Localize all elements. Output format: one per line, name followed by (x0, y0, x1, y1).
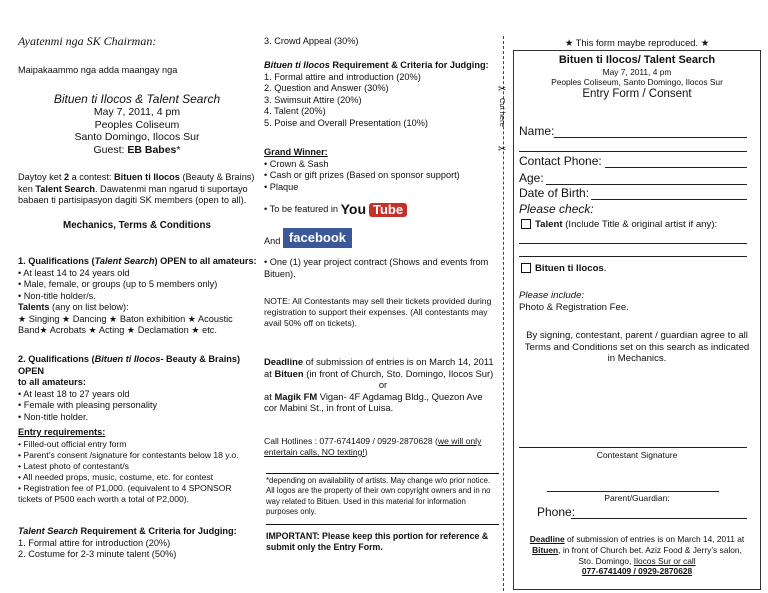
q1-text: 1. Qualifications ( (18, 256, 95, 266)
form-date: May 7, 2011, 4 pm (602, 67, 672, 77)
include-block (519, 290, 629, 314)
bituen-option[interactable] (521, 263, 606, 274)
grand-item: • Plaque (264, 181, 299, 192)
dob-label: Date of Birth: (519, 186, 590, 200)
q1-item: • Male, female, or groups (up to 5 members only) (18, 279, 218, 289)
q2-heading (18, 354, 258, 377)
event-venue: Peoples Coliseum (94, 118, 180, 131)
talents-label: Talents (18, 302, 50, 312)
and-label: And (264, 236, 281, 246)
entry-requirements (18, 427, 263, 505)
intro-line-1 (18, 172, 258, 184)
deadline-line (264, 391, 502, 403)
event-date: May 7, 2011, 4 pm (93, 106, 181, 118)
bt-contest: Bituen ti Ilocos (264, 60, 330, 70)
q1-text: ) OPEN to all amateurs: (154, 256, 257, 266)
deadline-text: of submission of entries is on March 14, 2011 (303, 356, 494, 367)
form-subtitle: Entry Form / Consent (582, 88, 692, 100)
talent-field-line2[interactable] (519, 256, 747, 257)
cut-here-label: Cut here (498, 98, 507, 127)
guest-name: EB Babes (127, 143, 177, 156)
event-block (18, 92, 256, 156)
contract-block (264, 257, 502, 280)
important-divider (266, 524, 499, 525)
youtube-logo-you: You (340, 201, 367, 217)
talents-list: ★ Singing ★ Dancing ★ Baton exhibition ★ Acoustic (18, 313, 233, 324)
guest-line (18, 144, 256, 157)
note-block (264, 296, 502, 329)
form-deadline-line (515, 534, 759, 545)
talents-note: (any on list below): (49, 302, 129, 312)
ts-heading-text: Requirement & Criteria for Judging: (77, 526, 237, 536)
hotlines-block (264, 436, 502, 458)
bituen-checkbox[interactable] (521, 263, 531, 273)
entry-item: • Latest photo of contestant/s (18, 460, 129, 471)
form-deadline-line (515, 556, 759, 567)
intro-text: (Beauty & Brains) (179, 172, 255, 182)
letter-heading: Ayatenmi nga SK Chairman: (18, 34, 157, 48)
q2-item: • At least 18 to 27 years old (18, 388, 130, 399)
form-deadline-text: of submission of entries is on March 14, 2011 at (564, 534, 745, 544)
bituen-criteria (264, 60, 500, 129)
parent-signature-field[interactable] (547, 491, 719, 492)
intro-line-2 (18, 184, 258, 196)
deadline-line (264, 368, 502, 380)
hotlines-text: Call Hotlines : 077-6741409 / 0929-2870628 ( (264, 436, 438, 446)
event-place: Santo Domingo, Ilocos Sur (74, 131, 200, 143)
form-deadline-line (515, 545, 759, 556)
deadline-venue: Bituen (274, 367, 304, 379)
name-label: Name: (519, 124, 555, 138)
parent-label: Parent/Guardian: (604, 493, 670, 503)
entry-item: • Parent’s consent /signature for contestants below 18 y.o. (18, 449, 239, 460)
note-text: avail 50% off on tickets). (264, 318, 357, 328)
qualifications-talent (18, 256, 258, 337)
intro-line-3: babaen ti partisipasyon dagiti SK members (open to all). (18, 195, 247, 205)
grand-item: • Crown & Sash (264, 158, 329, 169)
intro-count: 2 (63, 172, 70, 182)
crowd-appeal: 3. Crowd Appeal (30%) (264, 36, 359, 46)
bt-item: 3. Swimsuit Attire (20%) (264, 94, 362, 105)
hotlines-text: ) (364, 447, 368, 457)
deadline-line (264, 356, 502, 368)
entry-item: • Registration fee of P1,000. (equivalent to 4 SPONSOR (18, 482, 232, 493)
youtube-logo (340, 201, 408, 217)
featured-text: • To be featured in (264, 204, 339, 215)
important-block (266, 531, 502, 554)
include-label: Please include: (519, 290, 585, 301)
q1-item: • At least 14 to 24 years old (18, 267, 130, 278)
qualifications-bituen (18, 354, 258, 423)
mechanics-heading: Mechanics, Terms & Conditions (63, 220, 211, 231)
form-venue: Peoples Coliseum, Santo Domingo, Ilocos Sur (551, 77, 723, 87)
deadline-venue: Magik FM (274, 390, 318, 402)
intro-contest-name: Bituen ti Ilocos (114, 172, 180, 182)
phone-label: Contact Phone: (519, 154, 602, 168)
talents-line (18, 302, 258, 314)
greeting: Maipakaammo nga adda maangay nga (18, 65, 178, 75)
intro-contest-name: Talent Search (35, 183, 95, 194)
entry-item: • Filled-out official entry form (18, 438, 127, 449)
age-field[interactable] (546, 184, 747, 185)
form-deadline-label: Deadline (529, 534, 565, 544)
note-text: NOTE: All Contestants may sell their tickets provided during (264, 296, 492, 306)
intro-text: ken (18, 183, 36, 194)
q2-text: - Beauty & Brains) OPEN (18, 354, 241, 376)
grand-heading: Grand Winner: (264, 147, 328, 157)
talent-option-note: (Include Title & original artist if any): (562, 219, 718, 230)
hotlines-warning: we will only (437, 436, 482, 446)
footnote-text: *depending on availability of artists. May change w/o prior notice. (266, 476, 491, 485)
bt-item: 1. Formal attire and introduction (20%) (264, 71, 421, 82)
footnote-block (266, 476, 502, 518)
bituen-option-label: Bituen ti Ilocos (535, 263, 604, 274)
q2-item: • Female with pleasing personality (18, 400, 158, 410)
entry-item: • All needed props, music, costume, etc. for contest (18, 471, 214, 482)
facebook-line (264, 228, 352, 248)
facebook-logo: facebook (283, 228, 352, 248)
contract-text: Bituen). (264, 268, 296, 279)
deadline-line: cor Mabini St., in front of Luisa. (264, 402, 394, 413)
talent-option[interactable] (521, 219, 717, 230)
form-deadline-text: Sto. Domingo, (578, 555, 634, 566)
form-phone-numbers: 077-6741409 / 0929-2870628 (581, 566, 693, 577)
name-field[interactable] (554, 137, 747, 138)
talent-field[interactable] (519, 243, 747, 244)
important-text: submit only the Entry Form. (266, 542, 383, 553)
include-item: Photo & Registration Fee. (519, 302, 629, 313)
hotlines-line (264, 447, 502, 458)
ts-item: 1. Formal attire for introduction (20%) (18, 537, 171, 548)
contestant-signature-field[interactable] (519, 447, 747, 448)
deadline-text: at (264, 367, 275, 379)
form-deadline-venue: Bituen (532, 544, 559, 555)
grand-winner (264, 147, 500, 193)
age-label: Age: (519, 171, 544, 185)
event-title: Bituen ti Ilocos & Talent Search (53, 92, 221, 106)
bituen-option-dot: . (603, 263, 607, 274)
intro-text: a contest: (69, 172, 115, 182)
form-title: Bituen ti Ilocos/ Talent Search (558, 54, 716, 66)
bt-item: 5. Poise and Overall Presentation (10%) (264, 117, 428, 128)
dob-field[interactable] (591, 199, 747, 200)
intro-text: . Dawatenmi man ngarud ti suportayo (94, 183, 248, 194)
hotlines-warning: entertain calls, NO texting! (264, 447, 365, 457)
form-deadline-text: , in front of Church bet. Aziz Food & Jerry’s salon, (558, 544, 742, 555)
intro-paragraph (18, 172, 258, 207)
footnote-text: All logos are the property of their own copyright owners and in no (266, 486, 491, 496)
form-deadline-text: Ilocos Sur or call (633, 555, 696, 566)
youtube-logo-tube: Tube (369, 203, 407, 217)
check-label: Please check: (519, 202, 594, 216)
deadline-or: or (378, 379, 388, 390)
entry-heading: Entry requirements: (18, 427, 106, 437)
ts-heading (18, 526, 263, 538)
form-deadline (515, 534, 759, 577)
deadline-text: Vigan- 4F Agdamag Bldg., Quezon Ave (317, 390, 483, 402)
reproduce-note: ★ This form maybe reproduced. ★ (564, 37, 710, 48)
q1-contest: Talent Search (94, 256, 155, 266)
consent-text: in Mechanics. (607, 353, 667, 364)
contract-text: • One (1) year project contract (Shows and events from (264, 257, 489, 267)
q2-contest: Bituen ti Ilocos (94, 354, 161, 364)
phone-field[interactable] (605, 167, 747, 168)
q2-item: • Non-title holder. (18, 411, 89, 422)
deadline-text: (in front of Church, Sto. Domingo, Ilocos Sur) (303, 367, 494, 379)
hotlines-line (264, 436, 502, 447)
q1-heading (18, 256, 258, 268)
entry-item: tickets of P500 each worth a total of P2,000). (18, 493, 190, 504)
q1-item: • Non-title holder/s. (18, 290, 96, 301)
q2-heading-cont: to all amateurs: (18, 377, 86, 387)
contestant-signature-label: Contestant Signature (596, 450, 678, 460)
form-header (513, 54, 761, 101)
consent-text: Terms and Conditions set on this search as indicated (524, 341, 750, 353)
consent-text: By signing, contestant, parent / guardian agree to all (526, 330, 748, 341)
consent-block (513, 330, 761, 365)
guest-mark: * (176, 143, 181, 156)
phone2-label: Phone: (537, 505, 576, 519)
important-text: IMPORTANT: Please keep this portion for reference & (266, 531, 489, 541)
talents-list: Band★ Acrobats ★ Acting ★ Declamation ★ etc. (18, 325, 217, 335)
talent-option-label: Talent (535, 219, 563, 230)
note-text: registration to support their expenses. (All contestants may (264, 307, 488, 317)
footnote-text: way related to Bituen. Used in this material for information (266, 496, 466, 506)
guest-label: Guest: (93, 143, 128, 156)
bt-item: 2. Question and Answer (30%) (264, 83, 389, 93)
scissor-icon: ✂ (498, 84, 507, 95)
q2-text: 2. Qualifications ( (18, 354, 95, 364)
phone2-field[interactable] (571, 518, 747, 519)
ts-contest: Talent Search (18, 526, 78, 536)
talent-checkbox[interactable] (521, 219, 531, 229)
ts-item: 2. Costume for 2-3 minute talent (50%) (18, 549, 177, 559)
scissor-icon: ✂ (498, 144, 507, 155)
grand-item: • Cash or gift prizes (Based on sponsor support) (264, 170, 460, 180)
intro-text: Daytoy ket (18, 172, 64, 182)
bt-heading (264, 60, 500, 72)
name-field-line2[interactable] (519, 151, 747, 152)
bt-heading-text: Requirement & Criteria for Judging: (329, 60, 489, 70)
deadline-label: Deadline (264, 356, 304, 367)
bt-item: 4. Talent (20%) (264, 106, 326, 116)
footnote-text: purposes only. (266, 507, 317, 517)
deadline-text: at (264, 390, 275, 402)
featured-line (264, 203, 407, 217)
deadline-block (264, 356, 502, 414)
footnote-divider (266, 473, 499, 474)
talent-search-criteria (18, 526, 263, 561)
